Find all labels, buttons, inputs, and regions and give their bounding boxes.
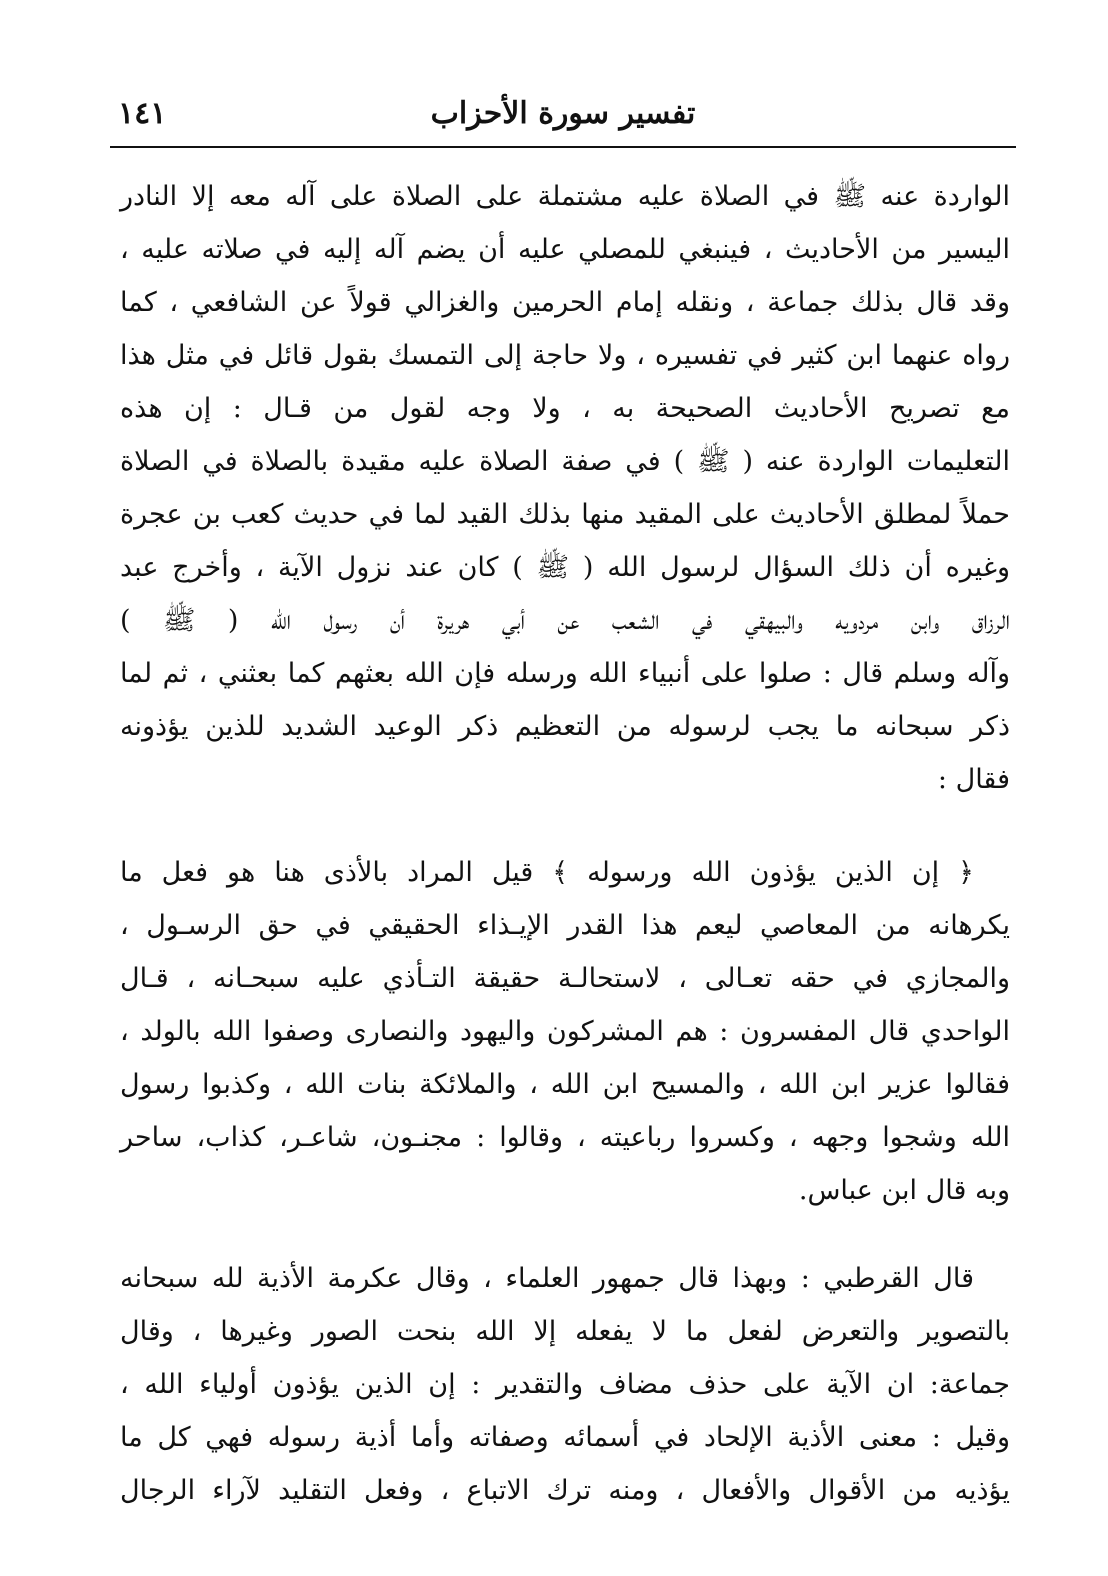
text-line: الواحدي قال المفسرون : هم المشركون واليهود والنصارى وصفوا الله بالولد ،: [120, 1016, 1010, 1047]
text-line: الواردة عنه ﷺ في الصلاة عليه مشتملة على الصلاة على آله معه إلا النادر: [120, 181, 1010, 212]
paragraph-2: [120, 846, 1010, 1217]
text-line: وبه قال ابن عباس.: [798, 1175, 1010, 1206]
text-line: يؤذيه من الأقوال والأفعال ، ومنه ترك الاتباع ، وفعل التقليد لآراء الرجال: [120, 1475, 1010, 1506]
text-line: وقد قال بذلك جماعة ، ونقله إمام الحرمين والغزالي قولاً عن الشافعي ، كما: [120, 287, 1010, 318]
text-line: حملاً لمطلق الأحاديث على المقيد منها بذلك القيد لما في حديث كعب بن عجرة: [120, 499, 1010, 530]
text-line: وآله وسلم قال : صلوا على أنبياء الله ورسله فإن الله بعثهم كما بعثني ، ثم لما: [120, 658, 1010, 689]
text-line: ذكر سبحانه ما يجب لرسوله من التعظيم ذكر الوعيد الشديد للذين يؤذونه: [120, 711, 1010, 742]
text-line: بالتصوير والتعرض لفعل ما لا يفعله إلا الله بنحت الصور وغيرها ، وقال: [120, 1316, 1010, 1347]
running-header: [110, 86, 1016, 142]
page-title: تفسير سورة الأحزاب: [430, 96, 696, 131]
paragraph-1: [120, 170, 1010, 806]
text-line: اليسير من الأحاديث ، فينبغي للمصلي عليه أن يضم آله إليه في صلاته عليه ،: [120, 234, 1010, 265]
text-line: الله وشجوا وجهه ، وكسروا رباعيته ، وقالوا : مجنـون، شاعـر، كذاب، ساحر: [120, 1122, 1010, 1153]
text-line: ﴿ إن الذين يؤذون الله ورسوله ﴾ قيل المراد بالأذى هنا هو فعل ما: [120, 857, 974, 888]
text-line: مع تصريح الأحاديث الصحيحة به ، ولا وجه لقول من قـال : إن هذه: [120, 393, 1010, 424]
header-divider: [110, 146, 1016, 148]
text-line: يكرهانه من المعاصي ليعم هذا القدر الإيـذاء الحقيقي في حق الرسـول ،: [120, 910, 1010, 941]
text-line: التعليمات الواردة عنه ( ﷺ ) في صفة الصلاة عليه مقيدة بالصلاة في الصلاة: [120, 446, 1010, 477]
text-line: جماعة: ان الآية على حذف مضاف والتقدير : إن الذين يؤذون أولياء الله ،: [120, 1369, 1010, 1400]
text-line: فقالوا عزير ابن الله ، والمسيح ابن الله ، والملائكة بنات الله ، وكذبوا رسول: [120, 1069, 1010, 1100]
text-line: قال القرطبي : وبهذا قال جمهور العلماء ، وقال عكرمة الأذية لله سبحانه: [120, 1263, 974, 1294]
page-number: ١٤١: [118, 96, 167, 131]
text-line: فقال :: [937, 764, 1010, 795]
paragraph-3: [120, 1252, 1010, 1517]
text-line: الرزاق وابن مردويه والبيهقي في الشعب عن أبي هريرة أن رسول الله ( ﷺ ): [120, 605, 1010, 636]
text-line: وقيل : معنى الأذية الإلحاد في أسمائه وصفاته وأما أذية رسوله فهي كل ما: [120, 1422, 1010, 1453]
text-line: وغيره أن ذلك السؤال لرسول الله ( ﷺ ) كان عند نزول الآية ، وأخرج عبد: [120, 552, 1010, 583]
text-line: رواه عنهما ابن كثير في تفسيره ، ولا حاجة إلى التمسك بقول قائل في مثل هذا: [120, 340, 1010, 371]
text-line: والمجازي في حقه تعـالى ، لاستحالـة حقيقة التـأذي عليه سبحـانه ، قـال: [120, 963, 1010, 994]
